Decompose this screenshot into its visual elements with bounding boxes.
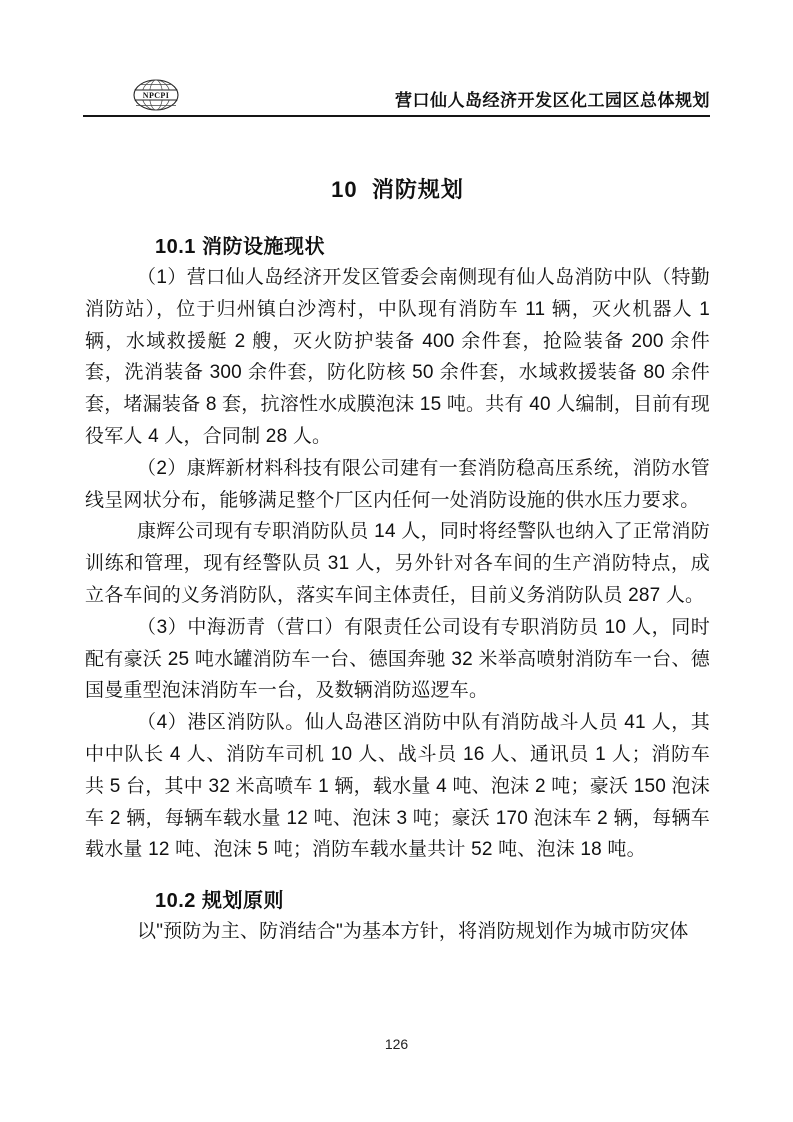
paragraph-planning-principle: 以"预防为主、防消结合"为基本方针，将消防规划作为城市防灾体: [137, 921, 689, 943]
paragraph-fire-station-status: （1）营口仙人岛经济开发区管委会南侧现有仙人岛消防中队（特勤消防站），位于归州镇白沙湾村，中队现有消防车 11 辆，灭火机器人 1 辆，水域救援艇 2 艘，灭火防护装备 400 余件套，抢险装备 200 余件套，洗消装备 300 余件套，防化防核 50 余件套，水域救援装备 80 余件套，堵漏装备 8 套，抗溶性水成膜泡沫 15 吨。共有 40 人编制，目前有现役军人 4 人，合同制 28 人。: [85, 267, 710, 447]
section-heading-10-1: 10.1 消防设施现状: [155, 236, 325, 258]
paragraph-kanghui-staff: 康辉公司现有专职消防队员 14 人，同时将经警队也纳入了正常消防训练和管理，现有经警队员 31 人，另外针对各车间的生产消防特点，成立各车间的义务消防队，落实车间主体责任，目前义务消防队员 287 人。: [85, 521, 710, 606]
logo-text: NPCPI: [142, 91, 170, 101]
paragraph-kanghui-system: （2）康辉新材料科技有限公司建有一套消防稳高压系统，消防水管线呈网状分布，能够满足整个厂区内任何一处消防设施的供水压力要求。: [85, 457, 710, 511]
chapter-title: 10 消防规划: [331, 177, 464, 202]
paragraph-port-fire-brigade: （4）港区消防队。仙人岛港区消防中队有消防战斗人员 41 人，其中中队长 4 人、消防车司机 10 人、战斗员 16 人、通讯员 1 人；消防车共 5 台，其中 32 米高喷车 1 辆，载水量 4 吨、泡沫 2 吨；豪沃 150 泡沫车 2 辆，每辆车载水量 12 吨、泡沫 3 吨；豪沃 170 泡沫车 2 辆，每辆车载水量 12 吨、泡沫 5 吨；消防车载水量共计 52 吨、泡沫 18 吨。: [85, 712, 710, 861]
header-doc-title: 营口仙人岛经济开发区化工园区总体规划: [395, 91, 710, 110]
page-number: 126: [384, 1036, 409, 1052]
paragraph-zhonghai-asphalt: （3）中海沥青（营口）有限责任公司设有专职消防员 10 人，同时配有豪沃 25 吨水罐消防车一台、德国奔驰 32 米举高喷射消防车一台、德国曼重型泡沫消防车一台，及数辆消防巡逻车。: [85, 616, 710, 702]
page-content: [85, 0, 710, 948]
section-heading-10-2: 10.2 规划原则: [155, 890, 284, 913]
